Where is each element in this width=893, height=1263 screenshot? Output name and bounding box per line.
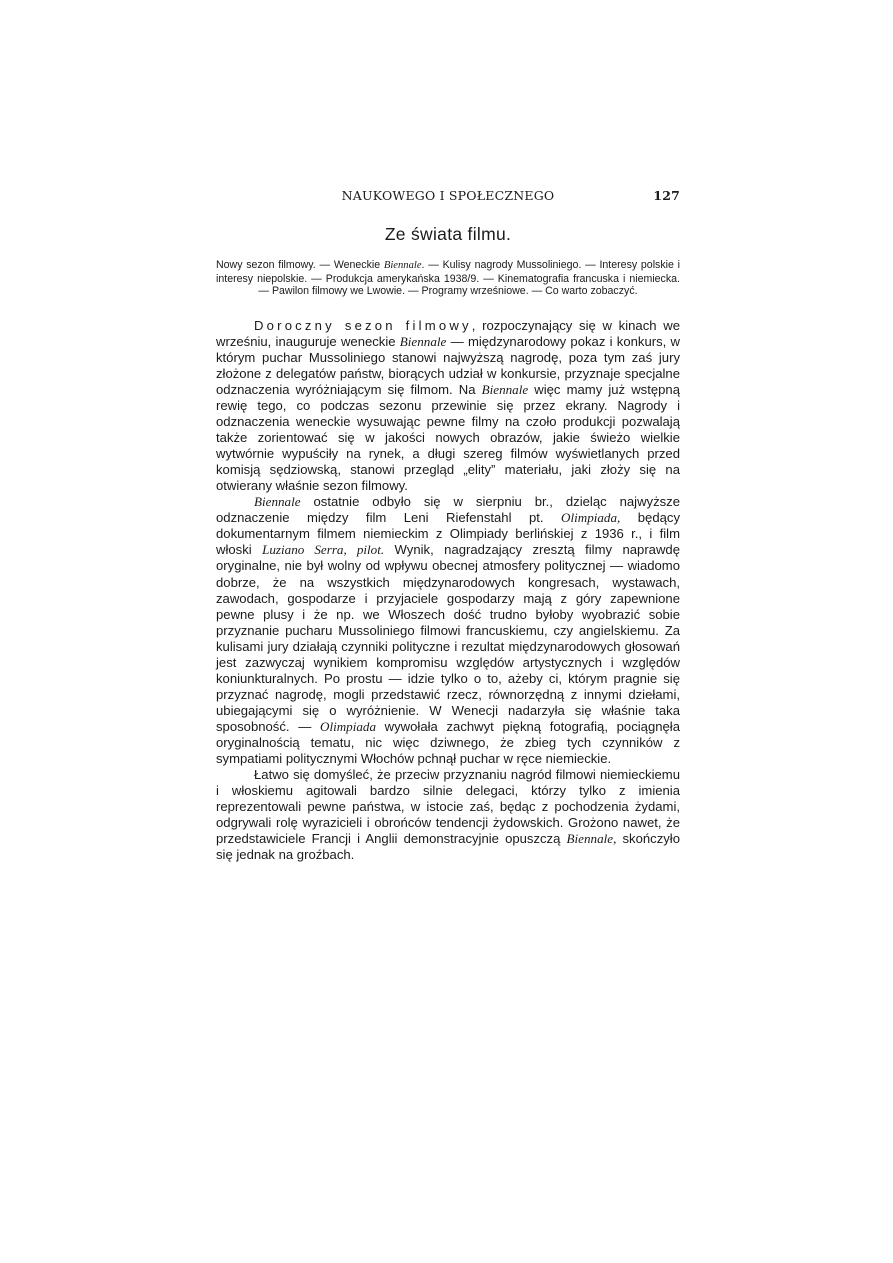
- paragraph-1: [216, 318, 680, 495]
- paragraph-2-italic-1: Biennale: [254, 494, 301, 510]
- summary-text-2: . — Kulisy nagrody Mussoliniego. — Interesy polskie i interesy niepolskie. — Produkcja amerykańska 1938/9. — Kinematografia francuska i niemiecka. — Pawilon filmowy we Lwowie. — Programy wrześniowe. — Co warto zobaczyć.: [216, 259, 680, 298]
- article-title: Ze świata filmu.: [384, 224, 512, 244]
- summary-italic-biennale: Biennale: [383, 260, 422, 271]
- paragraph-2-text-1: ostatnie odbyło się w sierpniu br., dzieląc najwyższe odznaczenie między film Leni Riefenstahl pt.: [216, 494, 680, 526]
- paragraph-1-text-3: więc mamy już wstępną rewię tego, co podczas sezonu przewinie się przez ekrany. Nagrody i odznaczenia weneckie wysuwając pewne filmy na czoło produkcji pozwalają także zorientować się w jakości nowych obrazów, jakie świeżo wielkie wytwórnie wypuściły na rynek, a długi szereg filmów wyświetlanych przed komisją sędziowską, stanowi przegląd „elity” materiału, jaki złoży się na otwierany właśnie sezon filmowy.: [216, 381, 680, 494]
- paragraph-3-italic-1: Biennale,: [566, 831, 617, 847]
- paragraph-1-text-2: — międzynarodowy pokaz i konkurs, w którym puchar Mussoliniego stanowi najwyższą nagrodę, poza tym zaś jury złożone z delegatów państw, biorących udział w konkursie, przyznaje specjalne odznaczenia wyróżniającym się filmom. Na: [216, 333, 680, 397]
- paragraph-1-italic-2: Biennale: [481, 381, 529, 397]
- paragraph-3-text-2: skończyło się jednak na groźbach.: [216, 831, 680, 863]
- paragraph-2-text-2: będący dokumentarnym filmem niemieckim z Olimpiady berlińskiej z 1936 r., i film włoski: [216, 510, 680, 558]
- paragraph-2-italic-2: Olimpiada,: [561, 510, 621, 526]
- article-summary: [216, 259, 680, 298]
- paragraph-2-text-4: wywołała zachwyt piękną fotografią, pociągnęła oryginalnością tematu, nic więc dziwnego, że zbieg tych czynników z sympatiami politycznymi Włochów pchnął puchar w ręce niemieckie.: [216, 718, 680, 767]
- running-head: [216, 186, 680, 208]
- page-number: 127: [653, 188, 680, 203]
- paragraph-1-lead: Doroczny sezon filmowy: [254, 317, 472, 333]
- paragraph-2-italic-3: Luziano Serra, pilot.: [262, 542, 385, 558]
- paragraph-2-italic-4: Olimpiada: [319, 718, 376, 734]
- paragraph-2-text-3: Wynik, nagradzający zresztą filmy naprawdę oryginalne, nie był wolny od wpływu obecnej atmosfery politycznej — wiadomo dobrze, że na wszystkich międzynarodowych kongresach, wystawach, zawodach, gospodarze i przyjaciele gospodarzy mają z góry zapewnione pewne plusy i że np. we Włoszech dość trudno byłoby wyobrazić sobie przyznanie pucharu Mussoliniego filmowi francuskiemu, czy angielskiemu. Za kulisami jury działają czynniki polityczne i rezultat międzynarodowych głosowań jest zazwyczaj wynikiem kompromisu względów artystycznych i względów koniunkturalnych. Po prostu — idzie tylko o to, ażeby ci, którym pragnie się przyznać nagrodę, mogli przedstawić rzecz, równorzędną z innymi dziełami, ubiegającymi się o wyróżnienie. W Wenecji nadarzyła się właśnie taka sposobność. —: [216, 542, 680, 734]
- summary-text-1: Nowy sezon filmowy. — Weneckie: [216, 259, 384, 271]
- paragraph-1-text-1: , rozpoczynający się w kinach we wrześniu, inauguruje weneckie: [216, 317, 680, 349]
- paragraph-3: [216, 767, 680, 863]
- paragraph-3-text-1: Łatwo się domyśleć, że przeciw przyznaniu nagród filmowi niemieckiemu i włoskiemu agitowali bardzo silnie delegaci, którzy tylko z imienia reprezentowali pewne państwa, w istocie zaś, będąc z pochodzenia żydami, odgrywali rolę wyrazicieli i obrońców tendencji żydowskich. Grożono nawet, że przedstawiciele Francji i Anglii demonstracyjnie opuszczą: [216, 767, 680, 847]
- paragraph-1-italic-1: Biennale: [399, 333, 447, 349]
- paragraph-2: [216, 494, 680, 767]
- running-head-title: NAUKOWEGO I SPOŁECZNEGO: [341, 188, 555, 203]
- book-page: [216, 186, 680, 863]
- article-body: [216, 318, 680, 864]
